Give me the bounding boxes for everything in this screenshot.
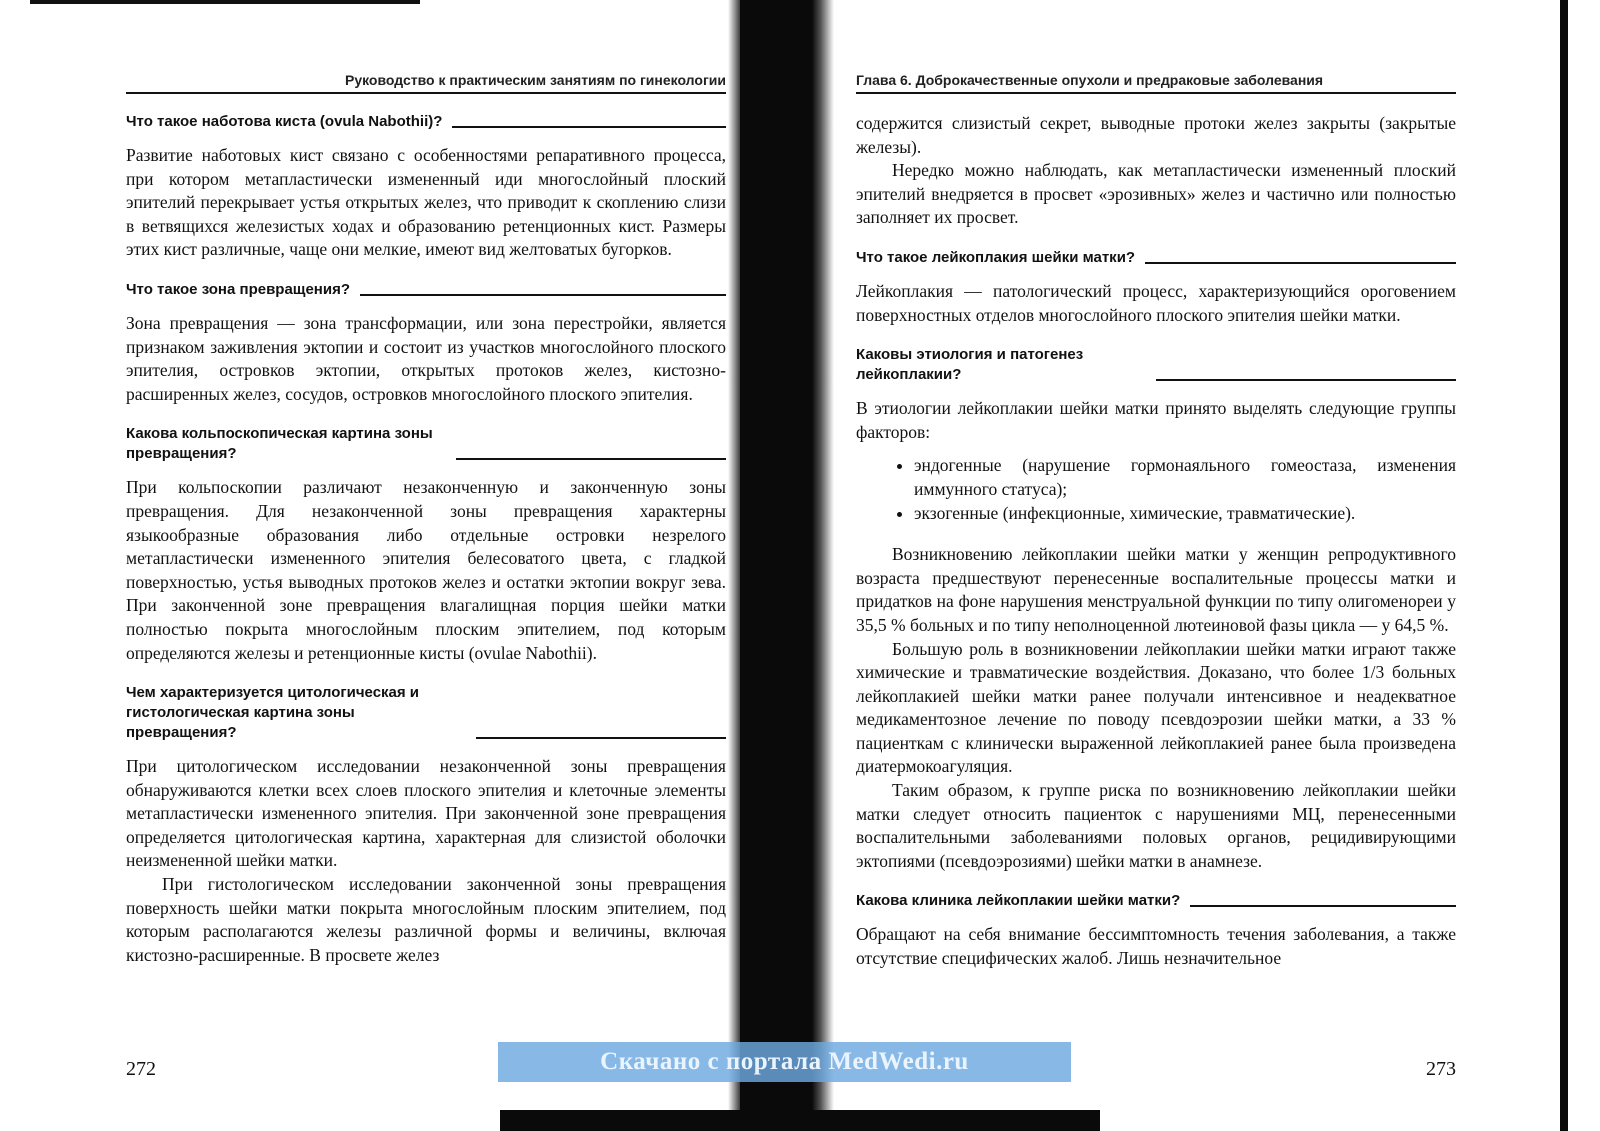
paragraph: Развитие наботовых кист связано с особенностями репаративного процесса, при котором метапластически измененный иди многослойный плоский эпителий перекрывает устья открытых желез, что приводит к скоплению слизи в ветвящихся железистых ходах и образованию ретенционных кист. Размеры этих кист различные, чаще они мелкие, имеют вид желтоватых бугорков.	[126, 145, 726, 260]
question-text: Что такое лейкоплакия шейки матки?	[856, 248, 1136, 266]
question-rule	[476, 737, 726, 739]
paragraph: Обращают на себя внимание бессимптомность течения заболевания, а также отсутствие специфических жалоб. Лишь незначительное	[856, 924, 1456, 969]
paragraph: Возникновению лейкоплакии шейки матки у женщин репродуктивного возраста предшествуют перенесенные воспалительные процессы матки и придатков на фоне нарушения менструальной функции по типу олигоменореи у 35,5 % больных и по типу неполноценной лютеиновой фазы цикла — у 64,5 %.	[856, 544, 1456, 635]
paragraph: При гистологическом исследовании законченной зоны превращения поверхность шейки матки покрыта многослойным плоским эпителием, под которым располагаются железы различной формы и величины, включая кистозно-расширенные. В просвете желез	[126, 874, 726, 965]
paragraph: В этиологии лейкоплакии шейки матки принято выделять следующие группы факторов:	[856, 398, 1456, 442]
scan-artifact-right-edge	[1560, 0, 1568, 1131]
book-spine-shadow-right	[812, 0, 834, 1131]
question-text: Какова кольпоскопическая картина зоны превращения?	[126, 425, 433, 463]
list-item: • эндогенные (нарушение гормонаяльного гомеостаза, изменения иммунного статуса);	[914, 454, 1456, 501]
running-head-left: Руководство к практическим занятиям по гинекологии	[126, 72, 726, 94]
left-page-content	[126, 112, 726, 967]
question-heading	[126, 280, 726, 300]
question-rule	[360, 294, 726, 296]
question-rule	[1190, 905, 1456, 907]
question-rule	[452, 126, 726, 128]
question-heading	[856, 345, 1456, 385]
question-text: Какова клиника лейкоплакии шейки матки?	[856, 892, 1181, 910]
question-text: Что такое зона превращения?	[126, 280, 350, 298]
page-number: 273	[1426, 1058, 1456, 1080]
watermark-banner: Скачано с портала MedWedi.ru	[498, 1042, 1071, 1082]
paragraph: Лейкоплакия — патологический процесс, характеризующийся ороговением поверхностных отделов многослойного плоского эпителия шейки матки.	[856, 280, 1456, 325]
paragraph: Таким образом, к группе риска по возникновению лейкоплакии шейки матки следует относить пациенток с нарушениями МЦ, перенесенными воспалительными заболеваниями половых органов, рецидивирующими эктопиями (псевдоэрозиями) шейки матки в анамнезе.	[856, 780, 1456, 871]
paragraph: Зона превращения — зона трансформации, или зона перестройки, является признаком заживления эктопии и состоит из участков многослойного плоского эпителия, островков эктопии, открытых протоков желез, кистозно-расширенных желез, сосудов, островков многослойного плоского эпителия.	[126, 312, 726, 404]
question-heading	[126, 112, 726, 132]
paragraph: Нередко можно наблюдать, как метапластически измененный плоский эпителий внедряется в просвет «эрозивных» желез и частично или полностью заполняет их просвет.	[856, 160, 1456, 228]
running-head-right: Глава 6. Доброкачественные опухоли и предраковые заболевания	[856, 72, 1456, 94]
question-rule	[456, 458, 726, 460]
question-heading	[856, 248, 1456, 268]
right-page-content	[856, 112, 1456, 971]
question-rule	[1156, 379, 1456, 381]
paragraph: При цитологическом исследовании незаконченной зоны превращения обнаруживаются клетки всех слоев плоского эпителия и клеточные элементы метапластически измененного эпителия. При законченной зоне превращения определяется цитологическая картина, характерная для слизистой оболочки неизмененной шейки матки.	[126, 756, 726, 871]
page-number: 272	[126, 1058, 156, 1080]
paragraph: содержится слизистый секрет, выводные протоки желез закрыты (закрытые железы).	[856, 113, 1456, 157]
question-text: Чем характеризуется цитологическая и гистологическая картина зоны превращения?	[126, 684, 420, 742]
book-spine	[740, 0, 818, 1131]
question-heading	[856, 891, 1456, 911]
scan-artifact-top	[30, 0, 420, 4]
question-text: Что такое наботова киста (ovula Nabothii)?	[126, 113, 443, 130]
paragraph: При кольпоскопии различают незаконченную и законченную зоны превращения. Для незаконченной зоны превращения характерны языкообразные образования либо отдельные островки незрелого метапластически измененного эпителия белесоватого цвета, с гладкой поверхностью, устья выводных протоков желез и остатки эктопии вокруг зева. При законченной зоне превращения влагалищная порция шейки матки полностью покрыта многослойным плоским эпителием, под которым определяются железы и ретенционные кисты (ovulae Nabothii).	[126, 477, 726, 663]
question-rule	[1145, 262, 1456, 264]
question-text: Каковы этиология и патогенез лейкоплакии?	[856, 346, 1084, 384]
scan-artifact-bottom	[500, 1110, 1100, 1131]
list-item: • экзогенные (инфекционные, химические, травматические).	[914, 502, 1456, 526]
question-heading	[126, 683, 726, 743]
factor-list	[856, 454, 1456, 525]
paragraph: Большую роль в возникновении лейкоплакии шейки матки играют также химические и травматические воздействия. Доказано, что более 1/3 больных лейкоплакией шейки матки ранее получали интенсивное и неадекватное медикаментозное лечение по поводу псевдоэрозии шейки матки, а 33 % пациенткам с клинически выраженной лейкоплакией ранее была произведена диатермокоагуляция.	[856, 638, 1456, 777]
question-heading	[126, 424, 726, 464]
